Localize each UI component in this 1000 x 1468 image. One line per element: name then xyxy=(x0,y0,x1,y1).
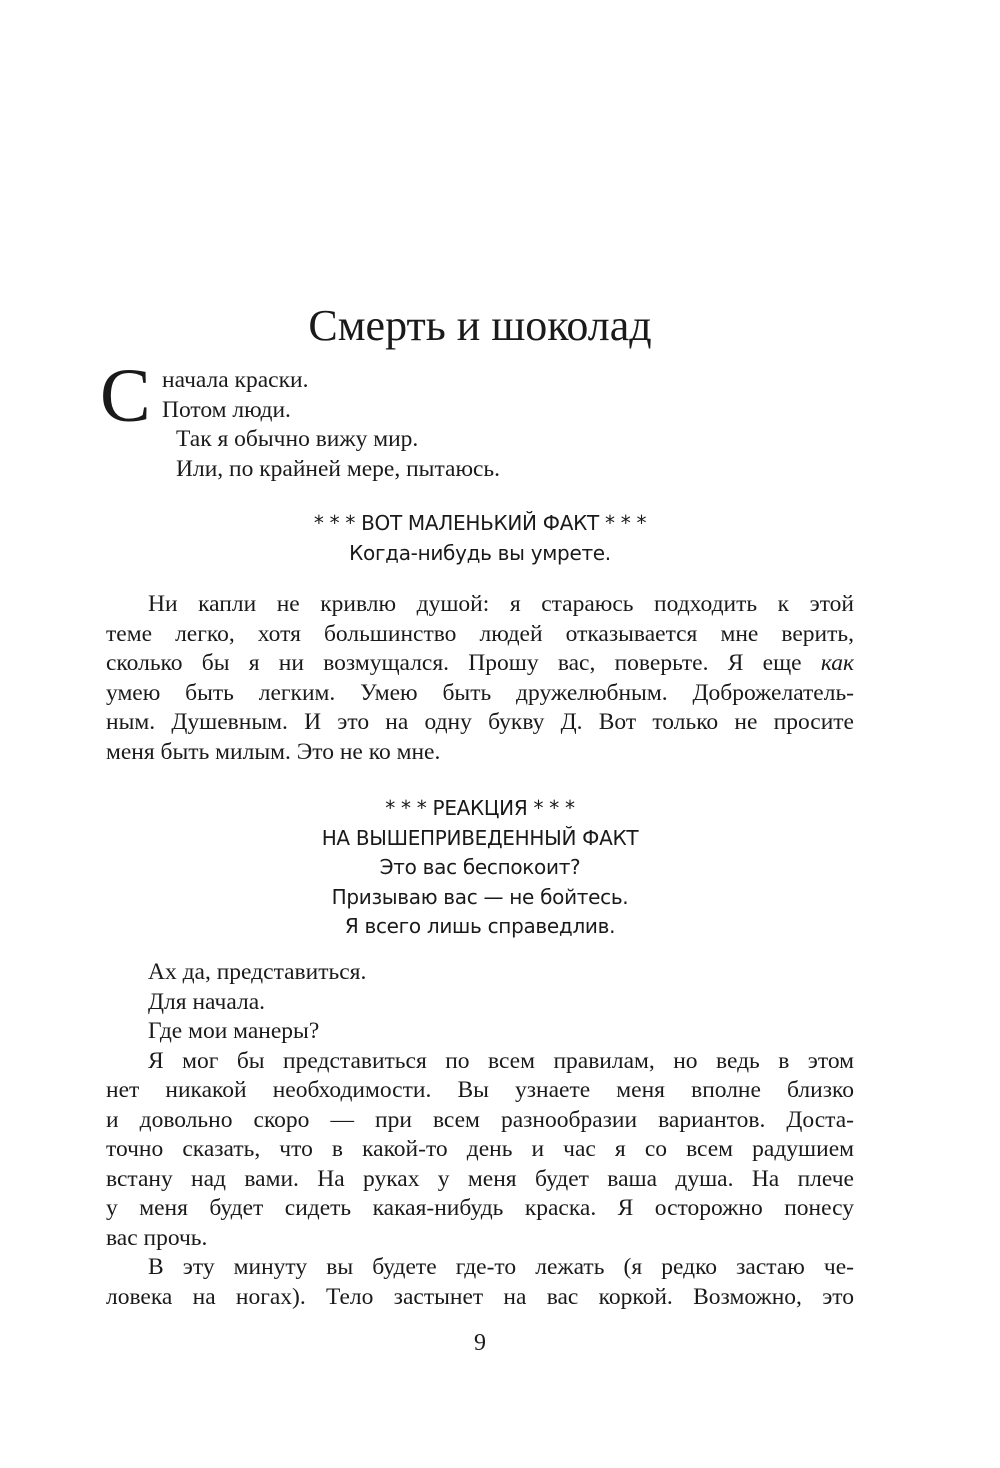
fact-line: Я всего лишь справедлив. xyxy=(344,914,616,938)
fact-heading: * * * РЕАКЦИЯ * * * xyxy=(385,796,575,820)
book-page xyxy=(100,0,854,1468)
text-fragment: сколько бы я ни возмущался. Прошу вас, поверьте. Я еще xyxy=(106,650,802,676)
fact-subheading: НА ВЫШЕПРИВЕДЕННЫЙ ФАКТ xyxy=(321,825,639,850)
text-line: меня быть милым. Это не ко мне. xyxy=(106,738,441,765)
opening-line: Так я обычно вижу мир. xyxy=(176,426,419,452)
text-line: Где мои манеры? xyxy=(148,1018,320,1044)
drop-cap: С xyxy=(100,354,151,438)
italic-word: как xyxy=(820,650,854,676)
page-number: 9 xyxy=(474,1330,486,1356)
text-line: Ах да, представиться. xyxy=(148,959,367,985)
opening-lines xyxy=(100,354,854,484)
text-line: умею быть легким. Умею быть дружелюбным. Доброжелатель- xyxy=(106,679,854,706)
text-line: встану над вами. На руках у меня будет ваша душа. На плече xyxy=(106,1165,854,1192)
text-line: вас прочь. xyxy=(106,1224,208,1251)
text-line: Ни капли не кривлю душой: я стараюсь подходить к этой xyxy=(148,591,854,617)
fact-line: Когда-нибудь вы умрете. xyxy=(349,540,611,565)
fact-line: Это вас беспокоит? xyxy=(379,855,581,879)
opening-line: Или, по крайней мере, пытаюсь. xyxy=(176,455,501,482)
text-line: у меня будет сидеть какая-нибудь краска. Я осторожно понесу xyxy=(106,1195,854,1221)
fact-box xyxy=(106,794,854,942)
paragraph xyxy=(106,958,854,1312)
text-line: ным. Душевным. И это на одну букву Д. Вот только не просите xyxy=(106,709,854,735)
fact-box xyxy=(106,509,854,568)
text-line: Для начала. xyxy=(148,988,265,1015)
chapter-title: Смерть и шоколад xyxy=(308,301,652,350)
text-line xyxy=(106,649,854,679)
text-line: теме легко, хотя большинство людей отказывается мне верить, xyxy=(106,620,854,647)
text-line: нет никакой необходимости. Вы узнаете меня вполне близко xyxy=(106,1077,854,1103)
text-line: и довольно скоро — при всем разнообразии вариантов. Доста- xyxy=(106,1106,854,1133)
opening-line: начала краски. xyxy=(162,367,309,393)
text-line: Я мог бы представиться по всем правилам, но ведь в этом xyxy=(148,1047,854,1074)
text-line: В эту минуту вы будете где-то лежать (я редко застаю че- xyxy=(148,1254,854,1280)
text-line: ловека на ногах). Тело застынет на вас коркой. Возможно, это xyxy=(106,1283,854,1310)
text-line: точно сказать, что в какой-то день и час я со всем радушием xyxy=(106,1136,854,1162)
opening-line: Потом люди. xyxy=(162,396,291,423)
fact-heading: * * * ВОТ МАЛЕНЬКИЙ ФАКТ * * * xyxy=(313,511,647,535)
fact-line: Призываю вас — не бойтесь. xyxy=(331,884,629,909)
paragraph xyxy=(106,590,854,767)
